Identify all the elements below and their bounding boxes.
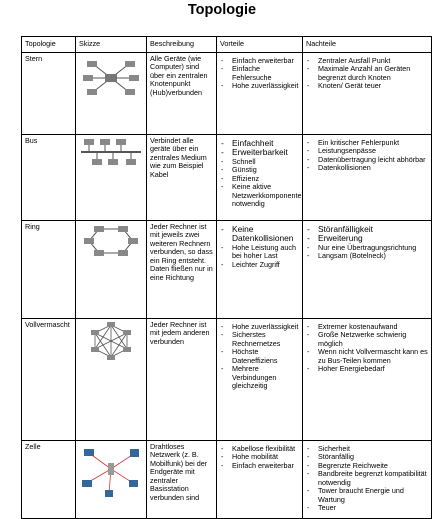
sketch-cell [76,134,147,220]
bus-topology-sketch [79,137,143,167]
row-name: Zelle [22,440,76,518]
row-cons [303,134,432,220]
row-cons [303,440,432,518]
pro-item: - Einfach erweiterbar [220,57,299,66]
con-item: - Datenübertragung leicht abhörbar [306,156,428,165]
con-item: - Datenkollisionen [306,164,428,173]
row-pros [217,220,303,318]
row-cons [303,220,432,318]
ring-topology-sketch [83,223,139,259]
pro-item: - Hohe zuverlässigkeit [220,82,299,91]
sketch-cell [76,52,147,134]
con-item: - Leistungsenpässe [306,147,428,156]
sketch-cell [76,220,147,318]
star-topology-sketch [81,55,141,101]
row-name: Ring [22,220,76,318]
row-cons [303,52,432,134]
con-item: - Tower braucht Energie und Wartung [306,487,428,504]
row-name: Stern [22,52,76,134]
pro-item: - Erweiterbarkeit [220,148,299,158]
con-item: - Nur eine Übertragungsrichtung [306,244,428,253]
con-item: - Störanfällig [306,453,428,462]
cell-topology-sketch [79,443,143,499]
row-description: Jeder Rechner ist mit jeweils zwei weiteren Rechnern verbunden, so dass ein Ring entsteht. Daten fließen nur in eine Richtung [147,220,217,318]
table-row [22,440,432,518]
con-item: - Hoher Energiebedarf [306,365,428,374]
pro-item: - Mehrere Verbindungen gleichzeitig [220,365,299,391]
row-description: Verbindet alle geräte über ein zentrales Medium wie zum Beispiel Kabel [147,134,217,220]
sketch-cell [76,440,147,518]
pro-item: - Einfach erweiterbar [220,462,299,471]
pro-item: - Einfachheit [220,139,299,149]
row-pros [217,440,303,518]
table-row [22,318,432,440]
con-item: - Extremer kostenaufwand [306,323,428,332]
con-item: - Ein kritischer Fehlerpunkt [306,139,428,148]
row-pros [217,318,303,440]
pro-item: - Sicherstes Rechnernetzes [220,331,299,348]
mesh-topology-sketch [89,321,133,361]
header-skizze: Skizze [76,37,147,53]
sketch-cell [76,318,147,440]
con-item: - Störanfälligkeit [306,225,428,235]
con-item: - Begrenzte Reichweite [306,462,428,471]
row-pros [217,52,303,134]
topology-table [21,36,432,519]
con-item: - Teuer [306,504,428,513]
pro-item: - Hohe Leistung auch bei hoher Last [220,244,299,261]
table-row [22,220,432,318]
pro-item: - Hohe zuverlässigkeit [220,323,299,332]
header-vorteile: Vorteile [217,37,303,53]
con-item: - Große Netzwerke schwierig möglich [306,331,428,348]
con-item: - Erweiterung [306,234,428,244]
header-beschreibung: Beschreibung [147,37,217,53]
con-item: - Sicherheit [306,445,428,454]
row-description: Drahtloses Netzwerk (z. B. Mobilfunk) bei der Endgeräte mit zentraler Basisstation verbunden sind [147,440,217,518]
table-row [22,52,432,134]
pro-item: - Hohe mobilität [220,453,299,462]
con-item: - Langsam (Botelneck) [306,252,428,261]
con-item: - Knoten/ Gerät teuer [306,82,428,91]
row-cons [303,318,432,440]
row-name: Bus [22,134,76,220]
pro-item: - Leichter Zugriff [220,261,299,270]
pro-item: - Schnell [220,158,299,167]
pro-item: - Effizienz [220,175,299,184]
row-name: Vollvermascht [22,318,76,440]
table-row [22,134,432,220]
con-item: - Zentraler Ausfall Punkt [306,57,428,66]
pro-item: - Keine aktive Netzwerkkomponente notwendig [220,183,299,209]
header-nachteile: Nachteile [303,37,432,53]
con-item: - Wenn nicht Vollvermascht kann es zu Bus-Teilen kommen [306,348,428,365]
row-description: Alle Geräte (wie Computer) sind über ein zentralen Knotenpunkt (Hub)verbunden [147,52,217,134]
con-item: - Maximale Anzahl an Geräten begrenzt durch Knoten [306,65,428,82]
page-title: Topologie [187,2,257,18]
header-topologie: Topologie [22,37,76,53]
row-description: Jeder Rechner ist mit jedem anderen verbunden [147,318,217,440]
pro-item: - Höchste Dateneffiziens [220,348,299,365]
table-header-row [22,37,432,53]
pro-item: - Keine Datenkollisionen [220,225,299,244]
pro-item: - Günstig [220,166,299,175]
row-pros [217,134,303,220]
pro-item: - Kabellose flexibilität [220,445,299,454]
con-item: - Bandbreite begrenzt kompatibilität notwendig [306,470,428,487]
pro-item: - Einfache Fehlersuche [220,65,299,82]
